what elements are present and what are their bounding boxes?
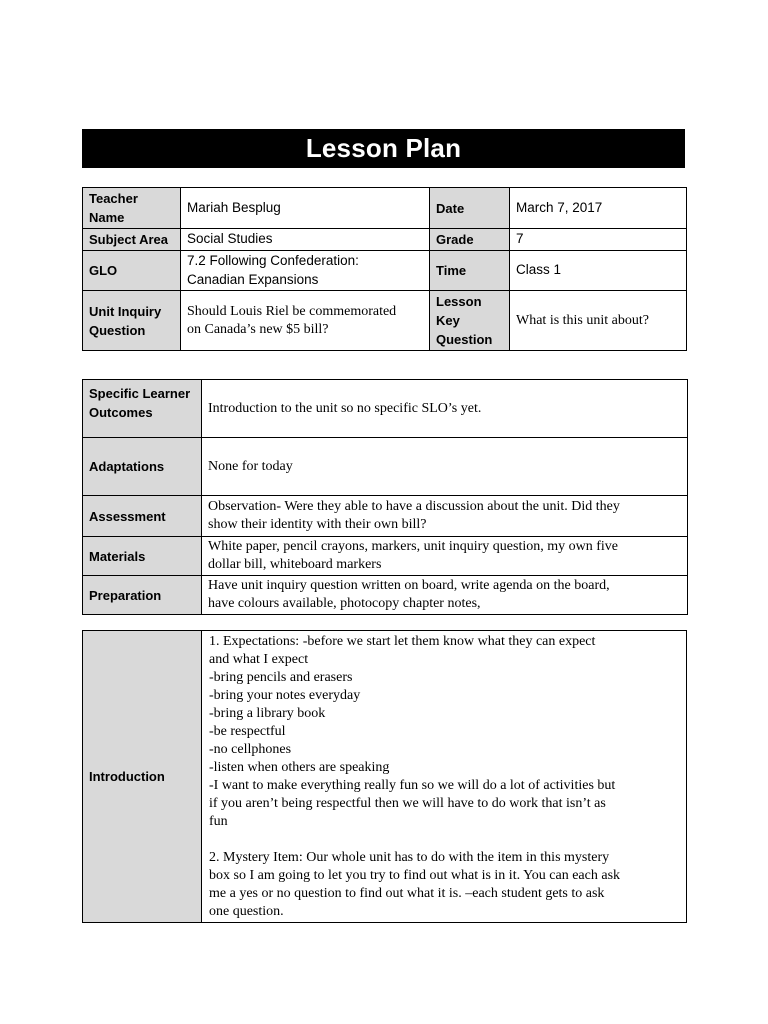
grade-label: Grade (430, 229, 510, 251)
grade-value: 7 (510, 229, 687, 251)
introduction-label: Introduction (83, 631, 202, 923)
unit-inquiry-line: Should Louis Riel be commemorated (187, 303, 397, 319)
table-row (83, 438, 688, 496)
paragraph-gap (209, 831, 680, 849)
expectations-line: -bring your notes everyday (209, 688, 361, 703)
table-row (83, 251, 687, 291)
glo-value (181, 251, 430, 291)
subject-area-value: Social Studies (181, 229, 430, 251)
adaptations-value: None for today (202, 438, 688, 496)
lesson-key-label-line: Question (436, 332, 493, 347)
lesson-key-question-label (430, 291, 510, 351)
table-row (83, 229, 687, 251)
procedure-table (82, 630, 687, 923)
table-row (83, 380, 688, 438)
time-label: Time (430, 251, 510, 291)
table-row (83, 188, 687, 229)
assessment-label: Assessment (83, 496, 202, 537)
preparation-value (202, 576, 688, 615)
slo-label-line: Specific Learner (89, 386, 191, 401)
teacher-name-label: Teacher Name (83, 188, 181, 229)
table-row (83, 537, 688, 576)
page-title: Lesson Plan (82, 129, 685, 168)
glo-label: GLO (83, 251, 181, 291)
outcomes-table (82, 379, 688, 615)
preparation-line: Have unit inquiry question written on board, write agenda on the board, (208, 578, 610, 593)
expectations-line: fun (209, 814, 228, 829)
materials-line: White paper, pencil crayons, markers, unit inquiry question, my own five (208, 539, 618, 554)
materials-value (202, 537, 688, 576)
mystery-item-block (209, 849, 680, 921)
mystery-line: 2. Mystery Item: Our whole unit has to do with the item in this mystery (209, 850, 610, 865)
expectations-line: -listen when others are speaking (209, 760, 390, 775)
slo-label (83, 380, 202, 438)
introduction-value (202, 631, 687, 923)
glo-line: 7.2 Following Confederation: (187, 253, 359, 268)
unit-inquiry-label: Unit Inquiry Question (83, 291, 181, 351)
mystery-line: me a yes or no question to find out what it is. –each student gets to ask (209, 886, 605, 901)
lesson-key-label-line: Lesson (436, 294, 482, 309)
teacher-name-value: Mariah Besplug (181, 188, 430, 229)
assessment-line: Observation- Were they able to have a discussion about the unit. Did they (208, 499, 620, 514)
expectations-line: -bring a library book (209, 706, 326, 721)
mystery-line: one question. (209, 904, 284, 919)
expectations-line: -no cellphones (209, 742, 292, 757)
table-row (83, 576, 688, 615)
preparation-line: have colours available, photocopy chapter notes, (208, 596, 481, 611)
expectations-line: -I want to make everything really fun so we will do a lot of activities but (209, 778, 616, 793)
expectations-line: -be respectful (209, 724, 286, 739)
expectations-line: 1. Expectations: -before we start let them know what they can expect (209, 634, 596, 649)
slo-label-line: Outcomes (89, 405, 153, 420)
table-row (83, 496, 688, 537)
unit-inquiry-value (181, 291, 430, 351)
date-label: Date (430, 188, 510, 229)
expectations-block (209, 633, 680, 831)
assessment-value (202, 496, 688, 537)
unit-inquiry-line: on Canada’s new $5 bill? (187, 321, 329, 337)
expectations-line: -bring pencils and erasers (209, 670, 353, 685)
lesson-info-table (82, 187, 687, 351)
lesson-key-question-value: What is this unit about? (510, 291, 687, 351)
glo-line: Canadian Expansions (187, 271, 319, 287)
time-value: Class 1 (510, 251, 687, 291)
materials-line: dollar bill, whiteboard markers (208, 557, 382, 572)
assessment-line: show their identity with their own bill? (208, 517, 427, 532)
date-value: March 7, 2017 (510, 188, 687, 229)
lesson-key-label-line: Key (436, 313, 460, 328)
expectations-line: and what I expect (209, 652, 309, 667)
preparation-label: Preparation (83, 576, 202, 615)
adaptations-label: Adaptations (83, 438, 202, 496)
mystery-line: box so I am going to let you try to find out what is in it. You can each ask (209, 868, 621, 883)
materials-label: Materials (83, 537, 202, 576)
table-row (83, 291, 687, 351)
expectations-line: if you aren’t being respectful then we will have to do work that isn’t as (209, 796, 606, 811)
table-row (83, 631, 687, 923)
subject-area-label: Subject Area (83, 229, 181, 251)
slo-value: Introduction to the unit so no specific SLO’s yet. (202, 380, 688, 438)
